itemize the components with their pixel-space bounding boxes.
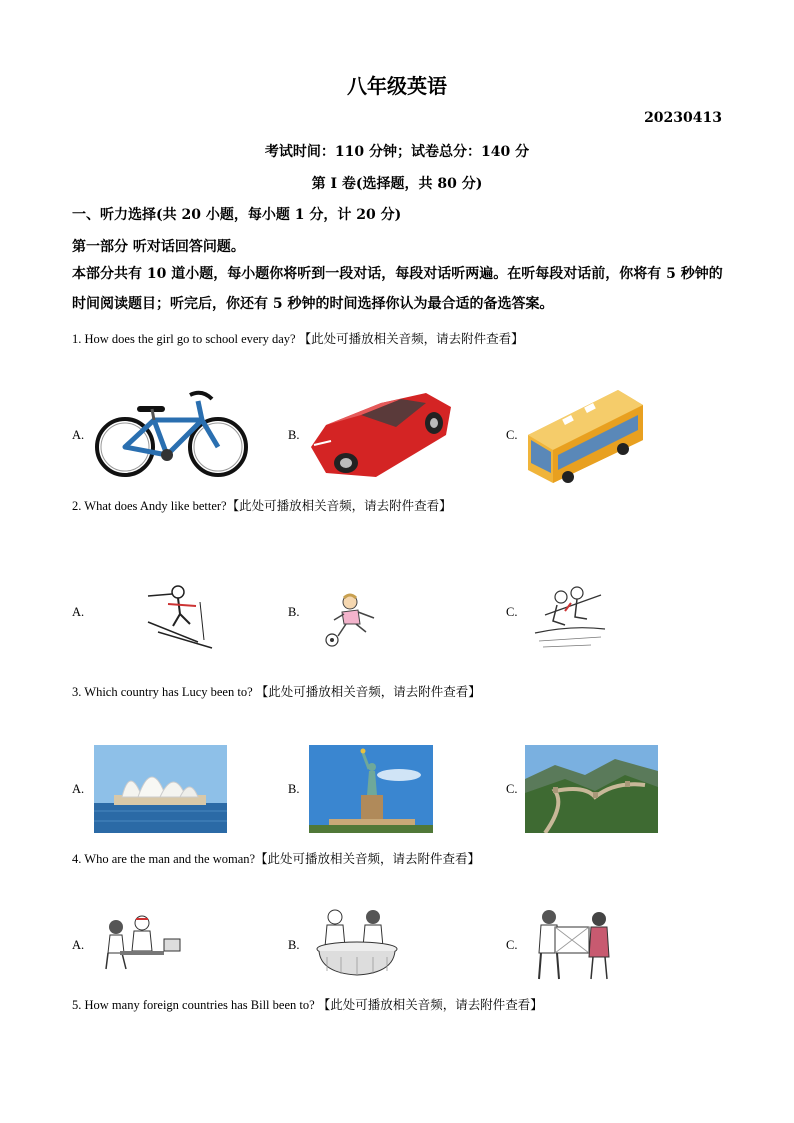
q3-option-a-label: A.	[72, 782, 85, 796]
great-wall-image	[525, 745, 658, 833]
exam-info: 考试时间：110 分钟；试卷总分：140 分	[264, 144, 530, 160]
q1-option-c-label: C.	[506, 428, 518, 442]
volume-title: 第 I 卷(选择题，共 80 分)	[311, 176, 483, 192]
football-image	[318, 592, 384, 648]
question-1: 1. How does the girl go to school every day? 【此处可播放相关音频，请去附件查看】	[72, 332, 524, 346]
q4-option-b-label: B.	[288, 938, 300, 952]
section-heading: 一、听力选择(共 20 小题，每小题 1 分，计 20 分)	[72, 207, 402, 223]
waiter-customer-image	[313, 907, 401, 979]
skiing-image	[138, 582, 216, 650]
q2-option-a-label: A.	[72, 605, 85, 619]
doctor-patient-image	[98, 909, 186, 973]
q2-option-b-label: B.	[288, 605, 300, 619]
q1-option-a-label: A.	[72, 428, 85, 442]
question-4: 4. Who are the man and the woman?【此处可播放相关音频，请去附件查看】	[72, 852, 481, 866]
statue-of-liberty-image	[309, 745, 433, 833]
instructions: 本部分共有 10 道小题，每小题你将听到一段对话，每段对话听两遍。在听每段对话前，你将有 5 秒钟的时间阅读题目；听完后，你还有 5 秒钟的时间选择你认为最合适的备选答案。	[72, 266, 723, 312]
bus-image	[523, 385, 648, 485]
question-2: 2. What does Andy like better?【此处可播放相关音频，请去附件查看】	[72, 499, 452, 513]
exam-date: 20230413	[644, 110, 722, 126]
page-title: 八年级英语	[347, 74, 447, 98]
question-5: 5. How many foreign countries has Bill been to? 【此处可播放相关音频，请去附件查看】	[72, 998, 543, 1012]
sydney-opera-house-image	[94, 745, 227, 833]
red-car-image	[306, 385, 456, 485]
q3-option-c-label: C.	[506, 782, 518, 796]
bicycle-image	[92, 385, 252, 485]
q3-option-b-label: B.	[288, 782, 300, 796]
deliveryman-image	[529, 907, 617, 981]
question-3: 3. Which country has Lucy been to? 【此处可播放相关音频，请去附件查看】	[72, 685, 481, 699]
q2-option-c-label: C.	[506, 605, 518, 619]
part-title: 第一部分 听对话回答问题。	[72, 239, 245, 255]
q1-option-b-label: B.	[288, 428, 300, 442]
q4-option-c-label: C.	[506, 938, 518, 952]
q4-option-a-label: A.	[72, 938, 85, 952]
rowing-image	[531, 585, 609, 651]
